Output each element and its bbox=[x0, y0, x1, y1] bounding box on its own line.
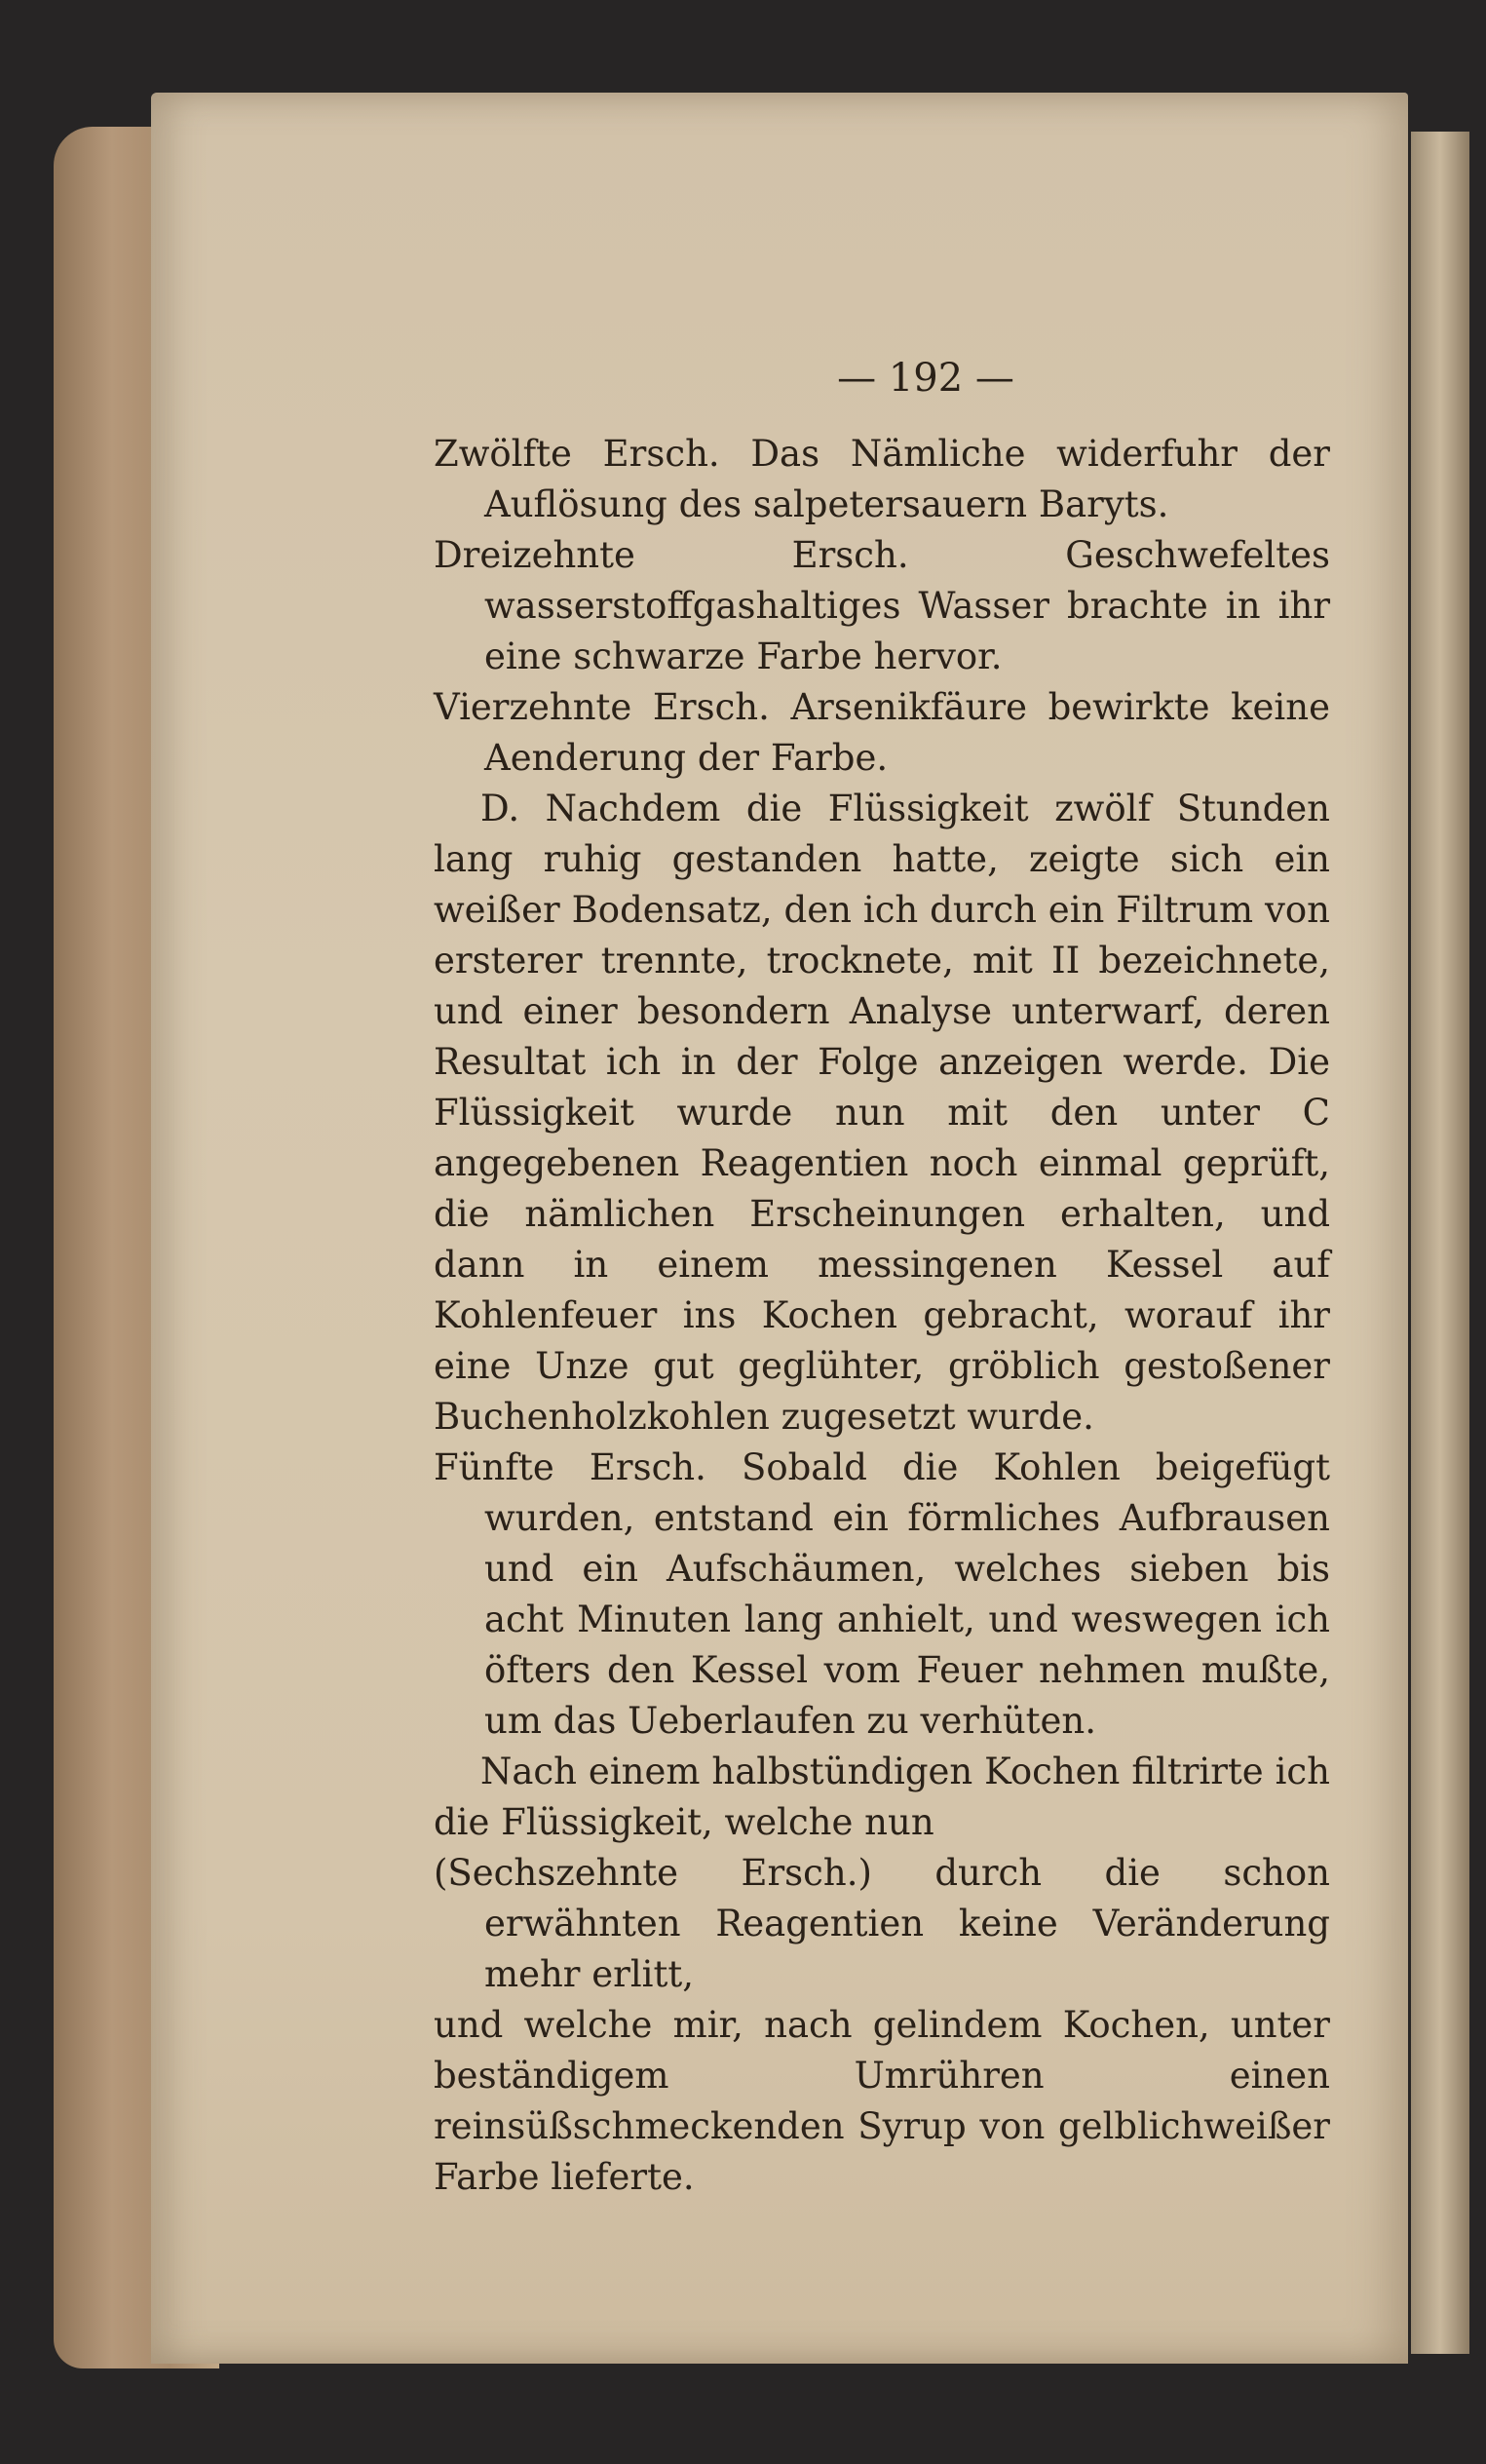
facing-page-edge bbox=[1411, 132, 1469, 2354]
entry-13: Dreizehnte Ersch. Geschwefeltes wasserstoffgashaltiges Wasser brachte in ihr eine schwarze Farbe hervor. bbox=[434, 534, 1330, 677]
entry-14: Vierzehnte Ersch. Arsenikfäure bewirkte keine Aenderung der Farbe. bbox=[434, 686, 1330, 779]
page-number: — 192 — bbox=[837, 356, 1014, 401]
page-text bbox=[434, 429, 1330, 2203]
paragraph-d: D. Nachdem die Flüssigkeit zwölf Stunden lang ruhig gestanden hatte, zeigte sich ein weißer Bodensatz, den ich durch ein Filtrum von ersterer trennte, trocknete, mit II bezeichnete, und einer besondern Analyse unterwarf, deren Resultat ich in der Folge anzeigen werde. Die Flüssigkeit wurde nun mit den unter C angegebenen Reagentien noch einmal geprüft, die nämlichen Erscheinungen erhalten, und dann in einem messingenen Kessel auf Kohlenfeuer ins Kochen gebracht, worauf ihr eine Unze gut geglühter, gröblich gestoßener Buchenholzkohlen zugesetzt wurde. bbox=[434, 788, 1330, 1438]
entry-15: Fünfte Ersch. Sobald die Kohlen beigefügt wurden, entstand ein förmliches Aufbrausen und ein Aufschäumen, welches sieben bis acht Minuten lang anhielt, und weswegen ich öfters den Kessel vom Feuer nehmen mußte, um das Ueberlaufen zu verhüten. bbox=[434, 1446, 1330, 1742]
paragraph-final: und welche mir, nach gelindem Kochen, unter beständigem Umrühren einen reinsüßschmeckenden Syrup von gelblichweißer Farbe lieferte. bbox=[434, 2004, 1330, 2198]
entry-12: Zwölfte Ersch. Das Nämliche widerfuhr der Auflösung des salpetersauern Baryts. bbox=[434, 433, 1330, 525]
paragraph-after-cooking: Nach einem halbstündigen Kochen filtrirte ich die Flüssigkeit, welche nun bbox=[434, 1751, 1330, 1843]
entry-16: (Sechszehnte Ersch.) durch die schon erwähnten Reagentien keine Veränderung mehr erlitt, bbox=[434, 1852, 1330, 1995]
